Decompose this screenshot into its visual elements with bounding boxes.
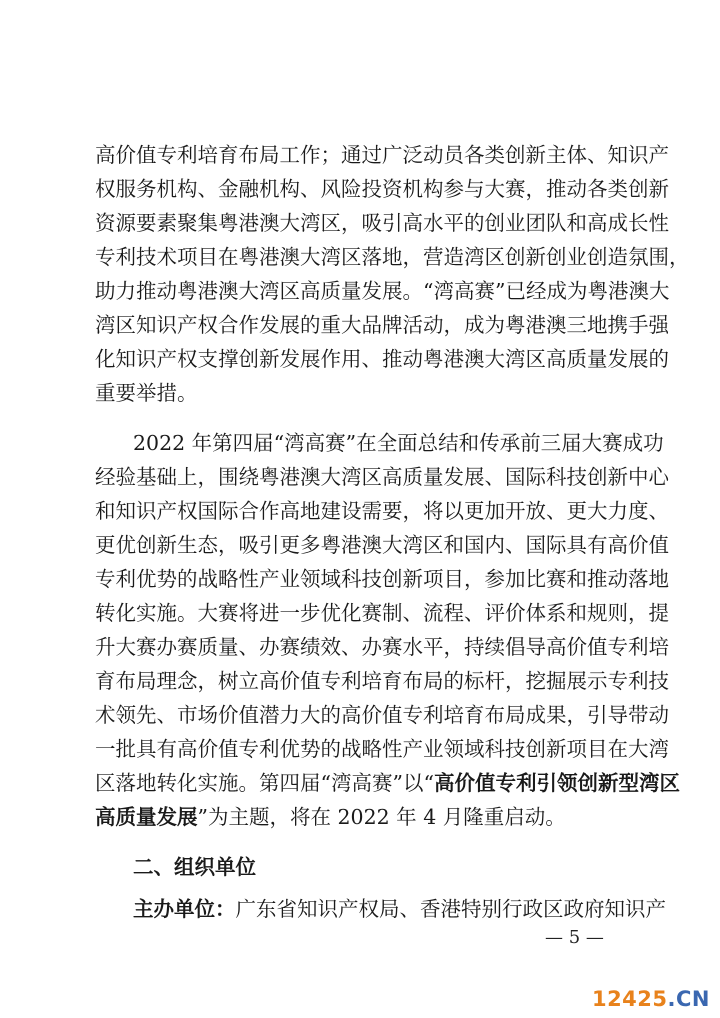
paragraph-2-line: 术领先、市场价值潜力大的高价值专利培育布局成果，引导带动: [95, 703, 669, 727]
paragraph-2-line: 一批具有高价值专利优势的战略性产业领域科技创新项目在大湾: [95, 737, 669, 761]
watermark-dot: .: [667, 987, 676, 1011]
paragraph-1-line: 化知识产权支撑创新发展作用、推动粤港澳大湾区高质量发展的: [95, 347, 669, 371]
paragraph-2-line: 转化实施。大赛将进一步优化赛制、流程、评价体系和规则，提: [95, 601, 669, 625]
paragraph-2-line: [95, 767, 680, 799]
site-watermark: [592, 986, 710, 1012]
paragraph-1-line: 重要举措。: [95, 381, 198, 405]
theme-emphasis: 高质量发展: [95, 805, 198, 829]
paragraph-1-line: 湾区知识产权合作发展的重大品牌活动，成为粤港澳三地携手强: [95, 313, 669, 337]
theme-emphasis: 高价值专利引领创新型湾区: [433, 771, 680, 795]
paragraph-1-line: 资源要素聚集粤港澳大湾区，吸引高水平的创业团队和高成长性: [95, 211, 669, 235]
paragraph-1-line: 专利技术项目在粤港澳大湾区落地，营造湾区创新创业创造氛围，: [95, 245, 690, 269]
paragraph-1-line: 权服务机构、金融机构、风险投资机构参与大赛，推动各类创新: [95, 177, 669, 201]
paragraph-1-line: 助力推动粤港澳大湾区高质量发展。“湾高赛”已经成为粤港澳大: [95, 279, 670, 303]
host-line: [133, 893, 666, 925]
paragraph-2-line: 专利优势的战略性产业领域科技创新项目，参加比赛和推动落地: [95, 567, 669, 591]
paragraph-2-text: ”为主题，将在 2022 年 4 月隆重启动。: [197, 805, 566, 829]
host-label: 主办单位：: [133, 897, 236, 921]
watermark-number: 12425: [591, 987, 668, 1011]
paragraph-2-line: 育布局理念，树立高价值专利培育布局的标杆，挖掘展示专利技: [95, 669, 669, 693]
page-number: — 5 —: [545, 927, 604, 948]
paragraph-2-line: 升大赛办赛质量、办赛绩效、办赛水平，持续倡导高价值专利培: [95, 635, 669, 659]
watermark-suffix: CN: [676, 987, 710, 1011]
host-text: 广东省知识产权局、香港特别行政区政府知识产: [235, 897, 666, 921]
paragraph-2-line: 2022 年第四届“湾高赛”在全面总结和传承前三届大赛成功: [133, 431, 664, 455]
paragraph-2-line: 经验基础上，围绕粤港澳大湾区高质量发展、国际科技创新中心: [95, 465, 669, 489]
paragraph-2-line: 更优创新生态，吸引更多粤港澳大湾区和国内、国际具有高价值: [95, 533, 669, 557]
paragraph-2-line: [95, 801, 635, 833]
section-heading: 二、组织单位: [133, 855, 256, 879]
paragraph-2-line: 和知识产权国际合作高地建设需要，将以更加开放、更大力度、: [95, 499, 669, 523]
paragraph-1-line: 高价值专利培育布局工作；通过广泛动员各类创新主体、知识产: [95, 143, 669, 167]
paragraph-2-text: 区落地转化实施。第四届“湾高赛”以“: [95, 771, 434, 795]
